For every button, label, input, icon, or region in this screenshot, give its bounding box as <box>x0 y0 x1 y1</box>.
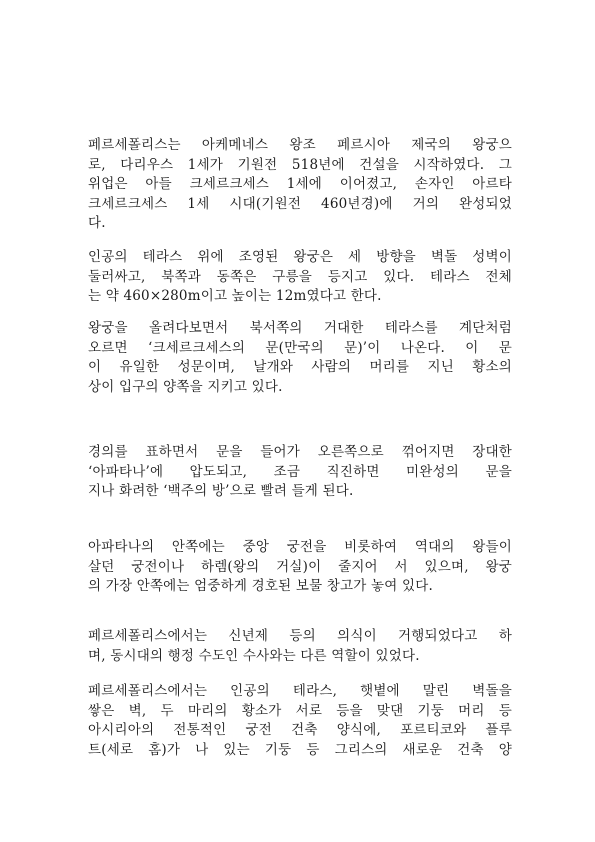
text-line: 지나 화려한 ‘백주의 방’으로 빨려 들게 된다. <box>88 483 354 499</box>
paragraph-gate-of-xerxes <box>88 319 512 397</box>
paragraph-terrace <box>88 248 512 307</box>
text-line: 트(세로 홈)가 나 있는 기둥 등 그리스의 새로운 건축 양 <box>88 741 512 758</box>
text-line: 며, 동시대의 행정 수도인 수사와는 다른 역할이 있었다. <box>88 647 420 664</box>
paragraph-ceremonies <box>88 627 512 666</box>
text-line: 쌓은 벽, 두 마리의 황소가 서로 등을 맞댄 기둥 머리 등 <box>88 702 512 719</box>
text-line: 경의를 표하면서 문을 들어가 오른쪽으로 꺾어지면 장대한 <box>88 444 512 460</box>
text-line: 둘러싸고, 북쪽과 동쪽은 구릉을 등지고 있다. 테라스 전체 <box>88 268 512 285</box>
paragraph-persepolis-history <box>88 136 512 234</box>
text-line: 왕궁을 올려다보면서 북서쪽의 거대한 테라스를 계단처럼 <box>88 320 512 336</box>
text-line: 위업은 아들 크세르크세스 1세에 이어졌고, 손자인 아르타 <box>88 176 512 192</box>
text-line: 페르세폴리스에서는 신년제 등의 의식이 거행되었다고 하 <box>88 628 512 644</box>
text-line: 아시리아의 전통적인 궁전 건축 양식에, 포르티코와 플루 <box>88 722 512 738</box>
text-line: 오르면 ‘크세르크세스의 문(만국의 문)’이 나온다. 이 문 <box>88 339 512 356</box>
text-line: 인공의 테라스 위에 조영된 왕궁은 세 방향을 벽돌 성벽이 <box>88 249 512 265</box>
text-line: 로, 다리우스 1세가 기원전 518년에 건설을 시작하였다. 그 <box>88 156 512 173</box>
paragraph-apadana <box>88 443 512 502</box>
text-line: 의 가장 안쪽에는 엄중하게 경호된 보물 창고가 놓여 있다. <box>88 578 433 594</box>
text-line: 상이 입구의 양쪽을 지키고 있다. <box>88 378 283 395</box>
text-line: 는 약 460×280m이고 높이는 12m였다고 한다. <box>88 288 382 304</box>
text-line: 이 유일한 성문이며, 날개와 사람의 머리를 지닌 황소의 <box>88 359 512 375</box>
paragraph-palaces <box>88 538 512 597</box>
text-line: 아파타나의 안쪽에는 중앙 궁전을 비롯하여 역대의 왕들이 <box>88 539 512 555</box>
text-line: ‘아파타나’에 압도되고, 조금 직진하면 미완성의 문을 <box>88 463 512 480</box>
text-line: 살던 궁전이나 하렘(왕의 거실)이 줄지어 서 있으며, 왕궁 <box>88 558 512 575</box>
text-line: 다. <box>88 215 106 231</box>
text-line: 크세르크세스 1세 시대(기원전 460년경)에 거의 완성되었 <box>88 195 512 212</box>
text-line: 페르세폴리스에서는 인공의 테라스, 햇볕에 말린 벽돌을 <box>88 683 512 699</box>
paragraph-architecture <box>88 682 512 760</box>
text-line: 페르세폴리스는 아케메네스 왕조 페르시아 제국의 왕궁으 <box>88 137 512 153</box>
